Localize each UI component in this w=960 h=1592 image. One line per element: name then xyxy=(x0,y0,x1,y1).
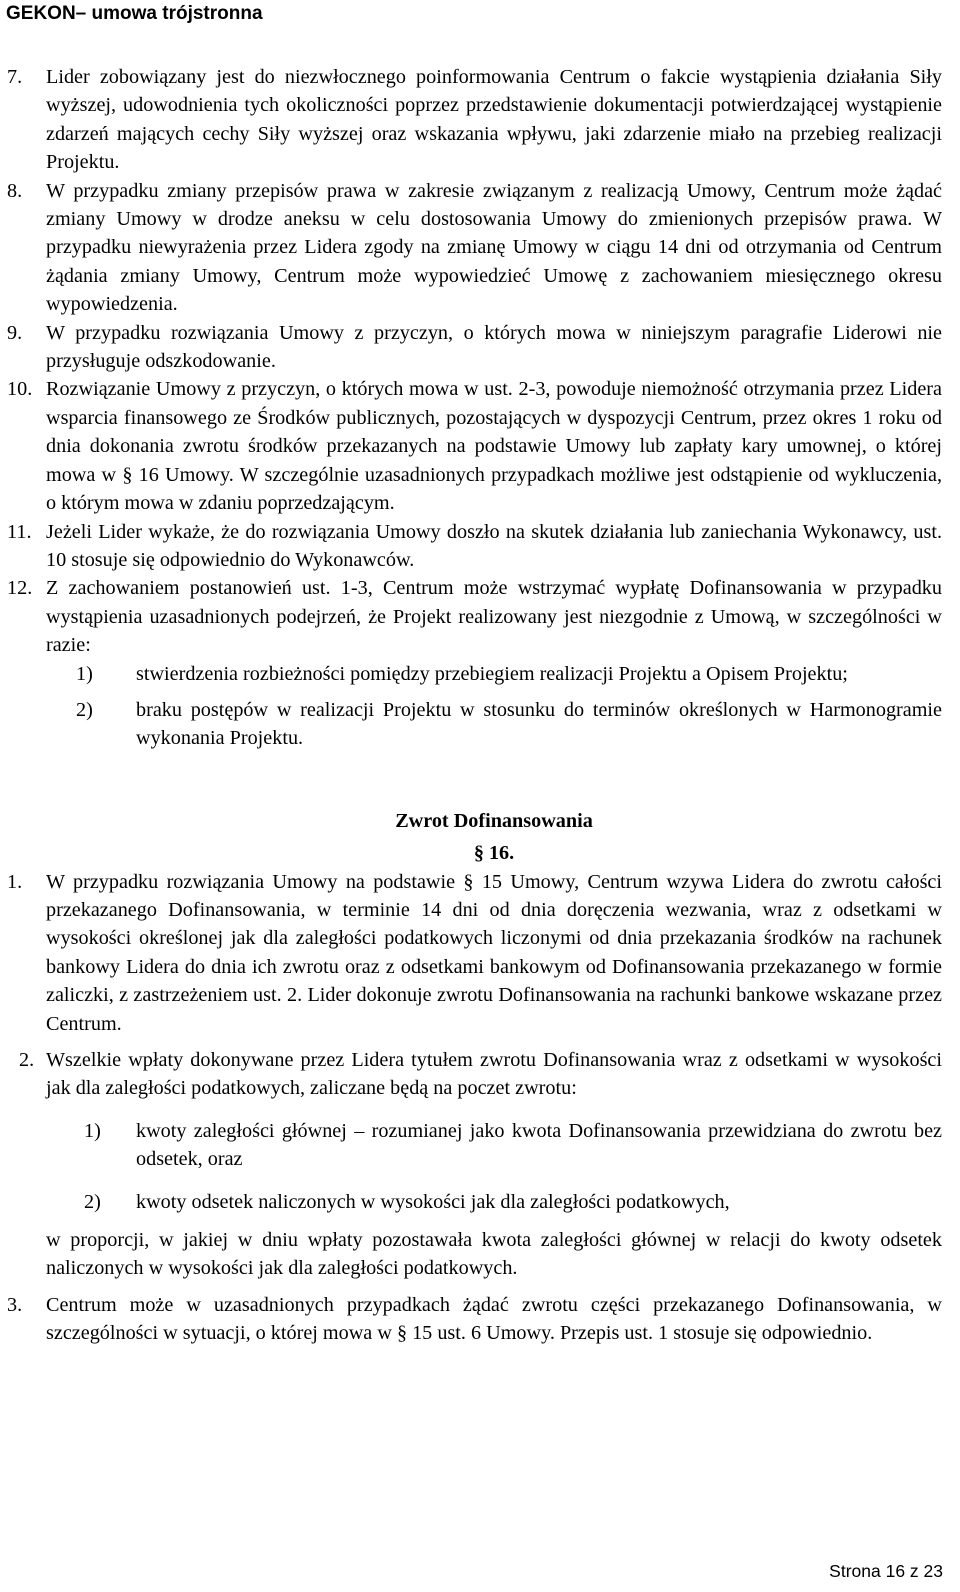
paragraph-text: Rozwiązanie Umowy z przyczyn, o których mowa w ust. 2-3, powoduje niemożność otrzymania przez Lidera wsparcia finansowego ze Środków publicznych, pozostających w dyspozycji Centrum, przez okres 1 roku od dnia dokonania zwrotu środków przekazanych na podstawie Umowy lub zapłaty kary umownej, o której mowa w § 16 Umowy. W szczególnie uzasadnionych przypadkach możliwe jest odstąpienie od wykluczenia, o którym mowa w zdaniu poprzedzającym. xyxy=(46,378,942,515)
paragraph-text: w proporcji, w jakiej w dniu wpłaty pozostawała kwota zaległości głównej w relacji do kwoty odsetek naliczonych w wysokości jak dla zaległości podatkowych. xyxy=(46,1229,942,1280)
paragraph-text: W przypadku zmiany przepisów prawa w zakresie związanym z realizacją Umowy, Centrum może żądać zmiany Umowy w drodze aneksu w celu dostosowania Umowy do zmienionych przepisów prawa. W przypadku niewyrażenia przez Lidera zgody na zmianę Umowy w ciągu 14 dni od otrzymania od Centrum żądania zmiany Umowy, Centrum może wypowiedzieć Umowę z zachowaniem miesięcznego okresu wypowiedzenia. xyxy=(46,179,942,316)
document-header-title: GEKON– umowa trójstronna xyxy=(6,3,263,24)
subitem-number: 2) xyxy=(76,698,93,721)
subitem-text: kwoty odsetek naliczonych w wysokości jak dla zaległości podatkowych, xyxy=(136,1190,730,1213)
paragraph-number: 10. xyxy=(7,378,33,401)
paragraph-text: W przypadku rozwiązania Umowy z przyczyn, o których mowa w niniejszym paragrafie Liderowi nie przysługuje odszkodowanie. xyxy=(46,321,942,373)
paragraph-number: 1. xyxy=(7,870,23,893)
paragraph-number: 7. xyxy=(7,66,23,88)
subitem-text: kwoty zaległości głównej – rozumianej jako kwota Dofinansowania przewidziana do zwrotu bez odsetek, oraz xyxy=(136,1119,942,1171)
paragraph-text: Centrum może w uzasadnionych przypadkach żądać zwrotu części przekazanego Dofinansowania, w szczególności w sytuacji, o której mowa w § 15 ust. 6 Umowy. Przepis ust. 1 stosuje się odpowiednio. xyxy=(46,1293,942,1345)
paragraph-9 xyxy=(0,319,960,376)
subitem-text: stwierdzenia rozbieżności pomiędzy przebiegiem realizacji Projektu a Opisem Projektu; xyxy=(136,662,848,685)
paragraph-10 xyxy=(0,375,960,517)
paragraph-number: 12. xyxy=(7,577,33,600)
paragraph-text: Lider zobowiązany jest do niezwłocznego poinformowania Centrum o fakcie wystąpienia działania Siły wyższej, udowodnienia tych okoliczności poprzez przedstawienie dokumentacji potwierdzającej wystąpienie zdarzeń mających cechy Siły wyższej oraz wskazania wpływu, jaki zdarzenie miało na przebieg realizacji Projektu. xyxy=(46,66,942,174)
subitem-number: 1) xyxy=(84,1119,101,1142)
paragraph-number: 8. xyxy=(7,179,23,202)
subitem-number: 2) xyxy=(84,1190,101,1213)
paragraph-12-subitem-2 xyxy=(0,696,960,753)
page-number: Strona 16 z 23 xyxy=(829,1561,943,1581)
section-title: Zwrot Dofinansowania xyxy=(395,809,593,832)
subitem-text: braku postępów w realizacji Projektu w stosunku do terminów określonych w Harmonogramie wykonania Projektu. xyxy=(136,698,942,750)
section-16-2-subitem-1 xyxy=(0,1117,960,1174)
subitem-number: 1) xyxy=(76,662,93,685)
paragraph-11 xyxy=(0,518,960,575)
paragraph-7 xyxy=(0,63,960,177)
section-16-2-continuation xyxy=(0,1226,960,1283)
paragraph-text: W przypadku rozwiązania Umowy na podstawie § 15 Umowy, Centrum wzywa Lidera do zwrotu całości przekazanego Dofinansowania, w terminie 14 dni od dnia doręczenia wezwania, wraz z odsetkami w wysokości określonej jak dla zaległości podatkowych liczonymi od dnia przekazania środków na rachunek bankowy Lidera do dnia ich zwrotu oraz z odsetkami bankowym od Dofinansowania przekazanego w formie zaliczki, z zastrzeżeniem ust. 2. Lider dokonuje zwrotu Dofinansowania na rachunki bankowe wskazane przez Centrum. xyxy=(46,870,942,1035)
paragraph-number: 3. xyxy=(7,1293,23,1316)
paragraph-number: 11. xyxy=(7,520,32,543)
paragraph-number: 2. xyxy=(19,1049,35,1071)
document-body xyxy=(0,63,960,1348)
section-16-paragraph-2 xyxy=(0,1046,960,1103)
paragraph-12-subitem-1 xyxy=(0,660,960,688)
paragraph-8 xyxy=(0,177,960,319)
paragraph-number: 9. xyxy=(7,321,23,344)
paragraph-text: Wszelkie wpłaty dokonywane przez Lidera tytułem zwrotu Dofinansowania wraz z odsetkami w wysokości jak dla zaległości podatkowych, zaliczane będą na poczet zwrotu: xyxy=(46,1049,942,1100)
section-16-paragraph-3 xyxy=(0,1291,960,1348)
section-number: § 16. xyxy=(473,842,515,865)
paragraph-text: Z zachowaniem postanowień ust. 1-3, Centrum może wstrzymać wypłatę Dofinansowania w przypadku wystąpienia uzasadnionych podejrzeń, że Projekt realizowany jest niezgodnie z Umową, w szczególności w razie: xyxy=(46,577,942,657)
section-16-2-subitem-2 xyxy=(0,1188,960,1216)
paragraph-12 xyxy=(0,574,960,659)
section-16-paragraph-1 xyxy=(0,868,960,1038)
paragraph-text: Jeżeli Lider wykaże, że do rozwiązania Umowy doszło na skutek działania lub zaniechania Wykonawcy, ust. 10 stosuje się odpowiednio do Wykonawców. xyxy=(46,520,942,571)
